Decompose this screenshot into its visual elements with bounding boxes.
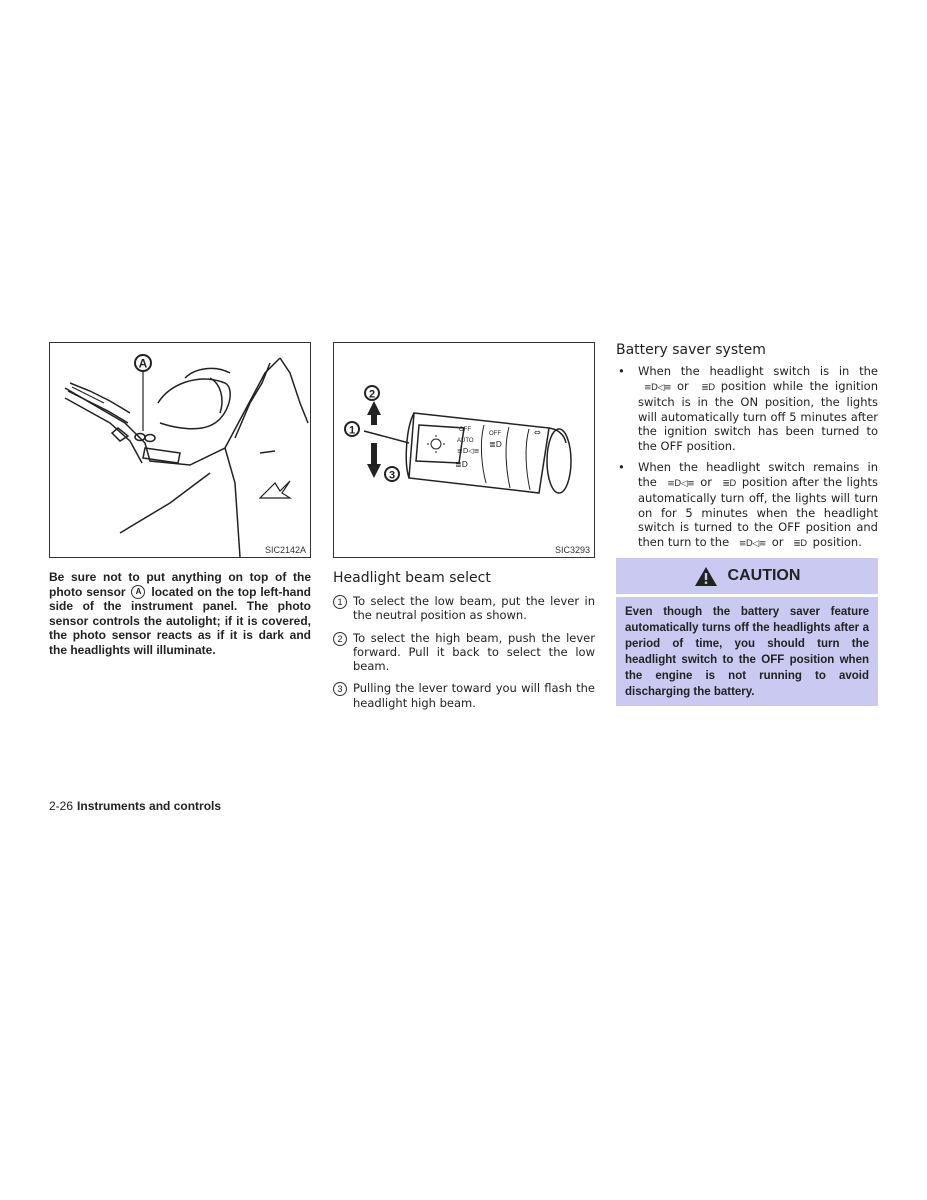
item-number: 3 bbox=[333, 682, 347, 696]
arrow-down-icon bbox=[367, 443, 381, 478]
headlight-beam-title: Headlight beam select bbox=[333, 570, 491, 586]
parking-light-icon: ≡D◁≡ bbox=[738, 538, 766, 549]
right-column bbox=[616, 342, 878, 706]
parking-light-icon: ≡D◁≡ bbox=[667, 478, 695, 489]
item-text: Pulling the lever toward you will flash the headlight high beam. bbox=[353, 681, 595, 710]
warning-triangle-icon bbox=[694, 566, 718, 587]
item-text: To select the high beam, push the lever forward. Pull it back to select the low beam. bbox=[353, 630, 595, 674]
list-item bbox=[616, 364, 878, 453]
callout-a-inline: A bbox=[131, 585, 145, 599]
arrow-up-icon bbox=[367, 401, 381, 425]
section-name: Instruments and controls bbox=[77, 799, 222, 813]
photo-sensor-figure bbox=[49, 342, 311, 558]
parking-light-icon: ≡D◁≡ bbox=[457, 447, 480, 455]
headlight-icon: ≣D bbox=[793, 538, 807, 549]
caution-header bbox=[616, 558, 878, 594]
or-text: or bbox=[771, 534, 784, 549]
warning-text-part2: located on the top left-hand side of the instrument panel. The photo sensor controls the autolight; if it is covered, the photo sensor reacts as if it is dark and the headlights will illuminate. bbox=[49, 584, 311, 657]
battery-saver-list bbox=[616, 364, 878, 551]
callout-1-label: 1 bbox=[348, 424, 356, 437]
figure-code: SIC3293 bbox=[554, 545, 590, 555]
middle-column bbox=[333, 342, 595, 710]
item-text: To select the low beam, put the lever in the neutral position as shown. bbox=[353, 594, 595, 623]
headlight-lever-figure bbox=[333, 342, 595, 558]
headlight-icon: ≣D bbox=[722, 478, 736, 489]
page-footer bbox=[49, 799, 221, 813]
headlight-icon: ≣D bbox=[455, 460, 468, 469]
callout-3-label: 3 bbox=[388, 469, 396, 482]
callout-a-label: A bbox=[138, 356, 148, 371]
bullet-dot: • bbox=[618, 460, 625, 474]
or-text: or bbox=[700, 474, 712, 489]
item-number: 2 bbox=[333, 632, 347, 646]
bullet2-text-b: position after the lights automatically turn off, the lights will turn on for 5 minutes when the headlight switch is turned to the OFF position and then turn to the bbox=[638, 474, 879, 549]
figure-code: SIC2142A bbox=[264, 545, 306, 555]
left-column bbox=[49, 342, 311, 657]
beam-item-2 bbox=[333, 631, 595, 674]
item-number: 1 bbox=[333, 595, 347, 609]
headlight-icon: ≣D bbox=[701, 382, 715, 393]
bullet1-text-a: When the headlight switch is in the bbox=[638, 364, 878, 378]
battery-saver-title: Battery saver system bbox=[616, 342, 766, 358]
or-text: or bbox=[676, 378, 689, 393]
switch-label-off-fog: OFF bbox=[489, 431, 501, 437]
bullet-dot: • bbox=[618, 364, 625, 378]
caution-body: Even though the battery saver feature automatically turns off the headlights after a period of time, you should turn the headlight switch to the OFF position when the engine is not running to avoid discharging the battery. bbox=[616, 597, 878, 706]
list-item bbox=[616, 460, 878, 551]
parking-light-icon: ≡D◁≡ bbox=[644, 382, 671, 393]
page-number: 2-26 bbox=[49, 799, 74, 813]
beam-item-1 bbox=[333, 594, 595, 623]
bullet1-text-b: position while the ignition switch is in the ON position, the lights will automatically turn off 5 minutes after the ignition switch has been turned to the OFF position. bbox=[638, 378, 879, 453]
dashboard-illustration bbox=[50, 343, 310, 557]
photo-sensor-warning bbox=[49, 570, 311, 657]
lever-illustration bbox=[334, 343, 594, 557]
turn-arrow-icon: ⇔ bbox=[534, 428, 541, 437]
bullet2-text-c: position. bbox=[812, 534, 862, 549]
switch-label-auto: AUTO bbox=[457, 438, 474, 444]
callout-2-label: 2 bbox=[368, 388, 376, 401]
beam-item-3 bbox=[333, 681, 595, 710]
caution-label: CAUTION bbox=[727, 567, 801, 584]
bullet2-text-a: When the headlight switch remains in the bbox=[638, 460, 878, 489]
switch-label-off: OFF bbox=[459, 427, 471, 433]
fog-light-icon: ≣D bbox=[489, 440, 502, 449]
warning-text-part1: Be sure not to put anything on top of the photo sensor bbox=[49, 570, 311, 599]
